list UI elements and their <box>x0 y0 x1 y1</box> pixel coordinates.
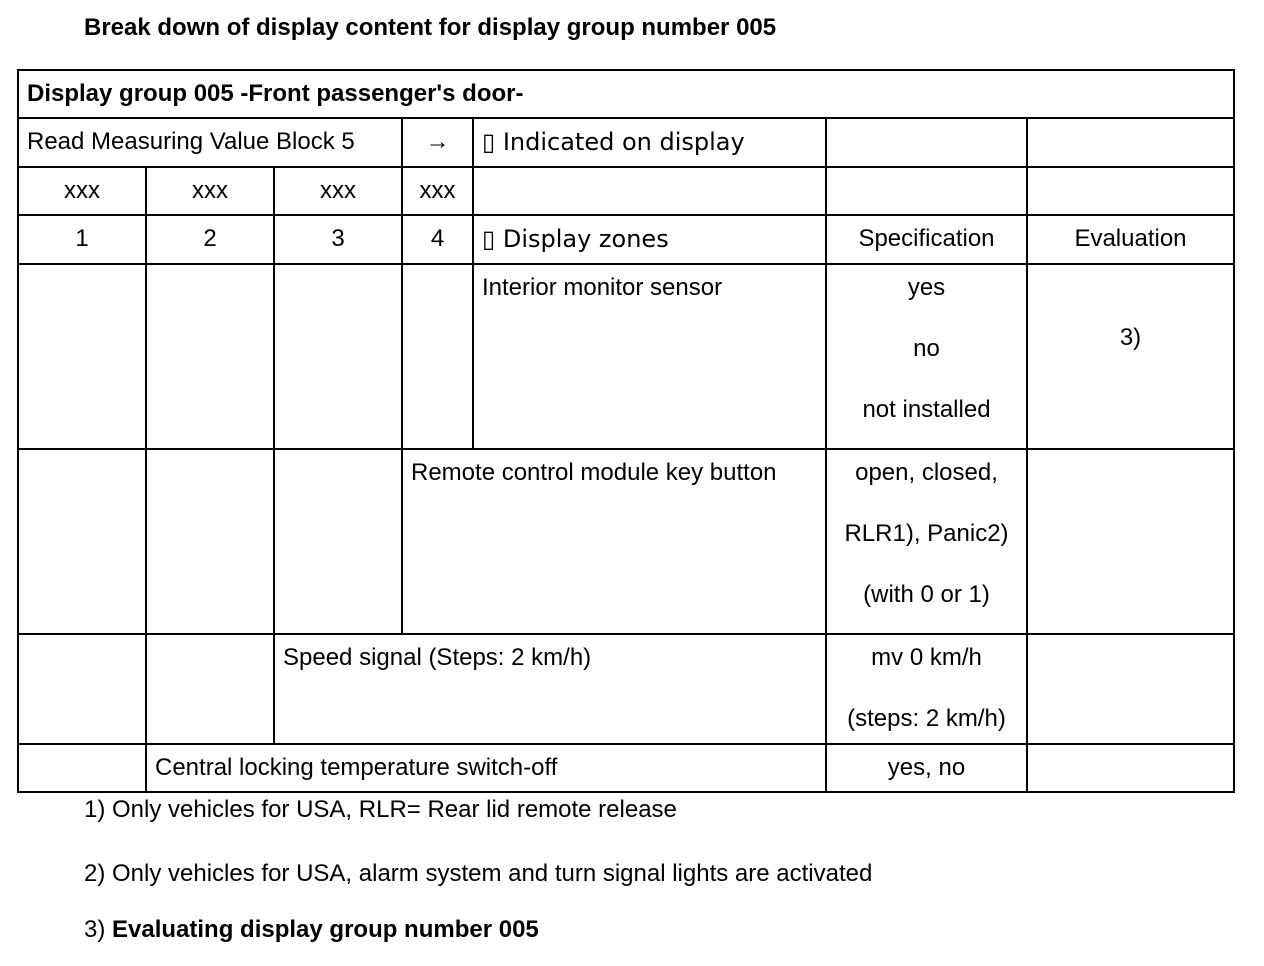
central-locking-row <box>18 744 1234 792</box>
spec-line: (with 0 or 1) <box>863 581 990 608</box>
speed-signal-spec <box>826 634 1027 744</box>
empty-cell <box>826 167 1027 215</box>
zone-number-1: 1 <box>18 215 146 264</box>
zone-number-3: 3 <box>274 215 402 264</box>
zone-number-4: 4 <box>402 215 473 264</box>
xxx-cell-4: xxx <box>402 167 473 215</box>
arrow-icon: → <box>402 118 473 167</box>
table-title-row <box>18 70 1234 118</box>
empty-cell <box>274 449 402 634</box>
xxx-cell-1: xxx <box>18 167 146 215</box>
empty-cell <box>146 634 274 744</box>
empty-cell <box>18 264 146 449</box>
spec-line: open, closed, <box>855 459 998 486</box>
empty-cell <box>146 264 274 449</box>
table-title: Display group 005 -Front passenger's door- <box>18 70 1234 118</box>
empty-cell <box>18 634 146 744</box>
speed-signal-row <box>18 634 1234 744</box>
empty-cell <box>1027 118 1234 167</box>
empty-cell <box>1027 634 1234 744</box>
display-group-table <box>17 69 1235 793</box>
footnote-2: 2) Only vehicles for USA, alarm system and turn signal lights are activated <box>84 860 873 887</box>
empty-cell <box>1027 449 1234 634</box>
display-zones-text: ▯ Display zones <box>482 225 669 253</box>
footnote-3 <box>84 916 539 944</box>
empty-cell <box>402 264 473 449</box>
empty-cell <box>274 264 402 449</box>
spec-line: mv 0 km/h <box>871 644 982 671</box>
empty-cell <box>473 167 826 215</box>
page-heading: Break down of display content for display group number 005 <box>84 14 777 41</box>
spec-line: not installed <box>862 396 991 423</box>
spec-line: (steps: 2 km/h) <box>847 705 1006 732</box>
empty-cell <box>1027 167 1234 215</box>
footnote-3-mark: 3) <box>84 916 106 943</box>
interior-monitor-spec <box>826 264 1027 449</box>
interior-monitor-eval <box>1027 264 1234 449</box>
xxx-cell-2: xxx <box>146 167 274 215</box>
evaluation-header: Evaluation <box>1027 215 1234 264</box>
footnote-ref: 3) <box>1119 324 1142 351</box>
read-block-label: Read Measuring Value Block 5 <box>18 118 402 167</box>
xxx-row <box>18 167 1234 215</box>
central-locking-label: Central locking temperature switch-off <box>146 744 826 792</box>
read-block-row <box>18 118 1234 167</box>
empty-cell <box>18 744 146 792</box>
spec-line: RLR1), Panic2) <box>844 520 1009 547</box>
footnote-1: 1) Only vehicles for USA, RLR= Rear lid remote release <box>84 796 677 823</box>
empty-cell <box>146 449 274 634</box>
display-zones-header <box>473 215 826 264</box>
interior-monitor-label: Interior monitor sensor <box>473 264 826 449</box>
empty-cell <box>18 449 146 634</box>
empty-cell <box>1027 744 1234 792</box>
xxx-cell-3: xxx <box>274 167 402 215</box>
remote-control-spec <box>826 449 1027 634</box>
central-locking-spec: yes, no <box>826 744 1027 792</box>
header-row <box>18 215 1234 264</box>
speed-signal-label: Speed signal (Steps: 2 km/h) <box>274 634 826 744</box>
indicated-on-display-label <box>473 118 826 167</box>
zone-number-2: 2 <box>146 215 274 264</box>
remote-control-row <box>18 449 1234 634</box>
spec-line: no <box>913 335 940 362</box>
indicated-on-display-text: ▯ Indicated on display <box>482 128 745 156</box>
remote-control-label: Remote control module key button <box>402 449 826 634</box>
empty-cell <box>826 118 1027 167</box>
specification-header: Specification <box>826 215 1027 264</box>
interior-monitor-row <box>18 264 1234 449</box>
spec-line: yes <box>907 274 946 301</box>
footnote-3-text: Evaluating display group number 005 <box>112 916 539 943</box>
